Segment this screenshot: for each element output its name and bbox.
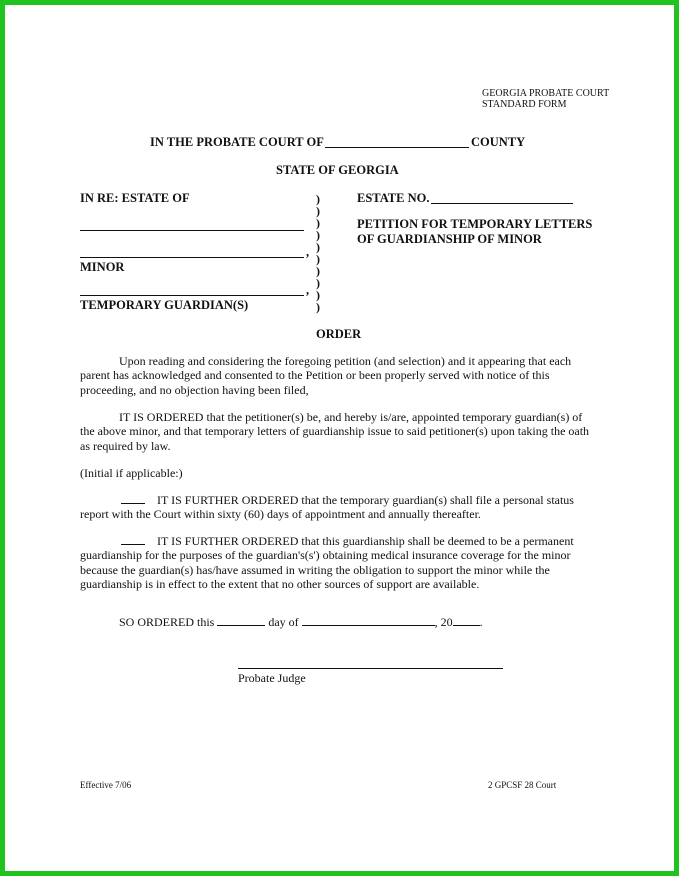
guardian-name-blank[interactable] — [80, 295, 304, 296]
footer-form-number: 2 GPCSF 28 Court — [488, 780, 557, 790]
court-prefix: IN THE PROBATE COURT OF — [150, 135, 324, 149]
judge-signature-line[interactable] — [238, 668, 503, 669]
minor-comma: , — [306, 245, 310, 259]
day-blank[interactable] — [217, 614, 265, 626]
initial-blank-permanent[interactable] — [121, 544, 145, 545]
day-of-label: day of — [268, 615, 299, 629]
caption-paren: ) — [316, 204, 320, 218]
judge-label: Probate Judge — [238, 671, 306, 685]
order-paragraph-line: IT IS FURTHER ORDERED that the temporary guardian(s) shall file a personal status — [157, 493, 574, 507]
initial-blank-status-report[interactable] — [121, 503, 145, 504]
caption-paren: ) — [316, 216, 320, 230]
caption-paren: ) — [316, 228, 320, 242]
state-heading: STATE OF GEORGIA — [276, 163, 399, 177]
order-paragraph-line: proceeding, and no objection having been filed, — [80, 383, 309, 397]
order-heading: ORDER — [316, 327, 362, 341]
caption-paren: ) — [316, 252, 320, 266]
order-paragraph-line: IT IS FURTHER ORDERED that this guardianship shall be deemed to be a permanent — [157, 534, 574, 548]
year-blank[interactable] — [453, 614, 480, 626]
estate-no-blank[interactable] — [431, 203, 573, 204]
year-prefix: , 20 — [434, 615, 453, 629]
petition-title-line2: OF GUARDIANSHIP OF MINOR — [357, 232, 542, 246]
period: . — [479, 615, 483, 629]
order-paragraph-line: parent has acknowledged and consented to the Petition or been properly served with notice of this — [80, 368, 550, 382]
month-blank[interactable] — [302, 614, 435, 626]
estate-no-label: ESTATE NO. — [357, 191, 430, 205]
guardian-label: TEMPORARY GUARDIAN(S) — [80, 298, 249, 312]
order-paragraph-line: guardianship is in effect to the extent that no other sources of support are available. — [80, 577, 480, 591]
petition-title-line1: PETITION FOR TEMPORARY LETTERS — [357, 217, 593, 231]
caption-paren: ) — [316, 276, 320, 290]
order-paragraph-line: the above minor, and that temporary letters of guardianship issue to said petitioner(s) upon taking the oath — [80, 424, 590, 438]
caption-paren: ) — [316, 300, 320, 314]
so-ordered-label: SO ORDERED this — [119, 615, 215, 629]
form-header-line1: GEORGIA PROBATE COURT — [482, 88, 610, 99]
caption-paren: ) — [316, 192, 320, 206]
form-page — [5, 5, 674, 871]
footer-effective-date: Effective 7/06 — [80, 780, 132, 790]
in-re-label: IN RE: ESTATE OF — [80, 191, 190, 205]
minor-name-blank[interactable] — [80, 257, 304, 258]
guardian-comma: , — [306, 283, 310, 297]
estate-name-blank[interactable] — [80, 230, 304, 231]
caption-paren: ) — [316, 240, 320, 254]
court-suffix: COUNTY — [471, 135, 526, 149]
county-blank[interactable] — [325, 147, 469, 148]
order-paragraph-line: report with the Court within sixty (60) days of appointment and annually thereafter. — [80, 507, 481, 521]
minor-label: MINOR — [80, 260, 125, 274]
order-paragraph-line: because the guardian(s) has/have assumed in writing the obligation to support the minor while the — [80, 563, 550, 577]
caption-paren: ) — [316, 264, 320, 278]
order-paragraph-line: Upon reading and considering the foregoing petition (and selection) and it appearing that each — [119, 354, 572, 368]
order-paragraph-line: as required by law. — [80, 439, 171, 453]
form-header-line2: STANDARD FORM — [482, 99, 567, 110]
initial-note: (Initial if applicable:) — [80, 466, 183, 480]
so-ordered-line — [119, 614, 483, 630]
order-paragraph-line: IT IS ORDERED that the petitioner(s) be, and hereby is/are, appointed temporary guardian(s) of — [119, 410, 583, 424]
order-paragraph-line: guardianship for the purposes of the guardian's(s') obtaining medical insurance coverage for the minor — [80, 548, 571, 562]
caption-paren: ) — [316, 288, 320, 302]
